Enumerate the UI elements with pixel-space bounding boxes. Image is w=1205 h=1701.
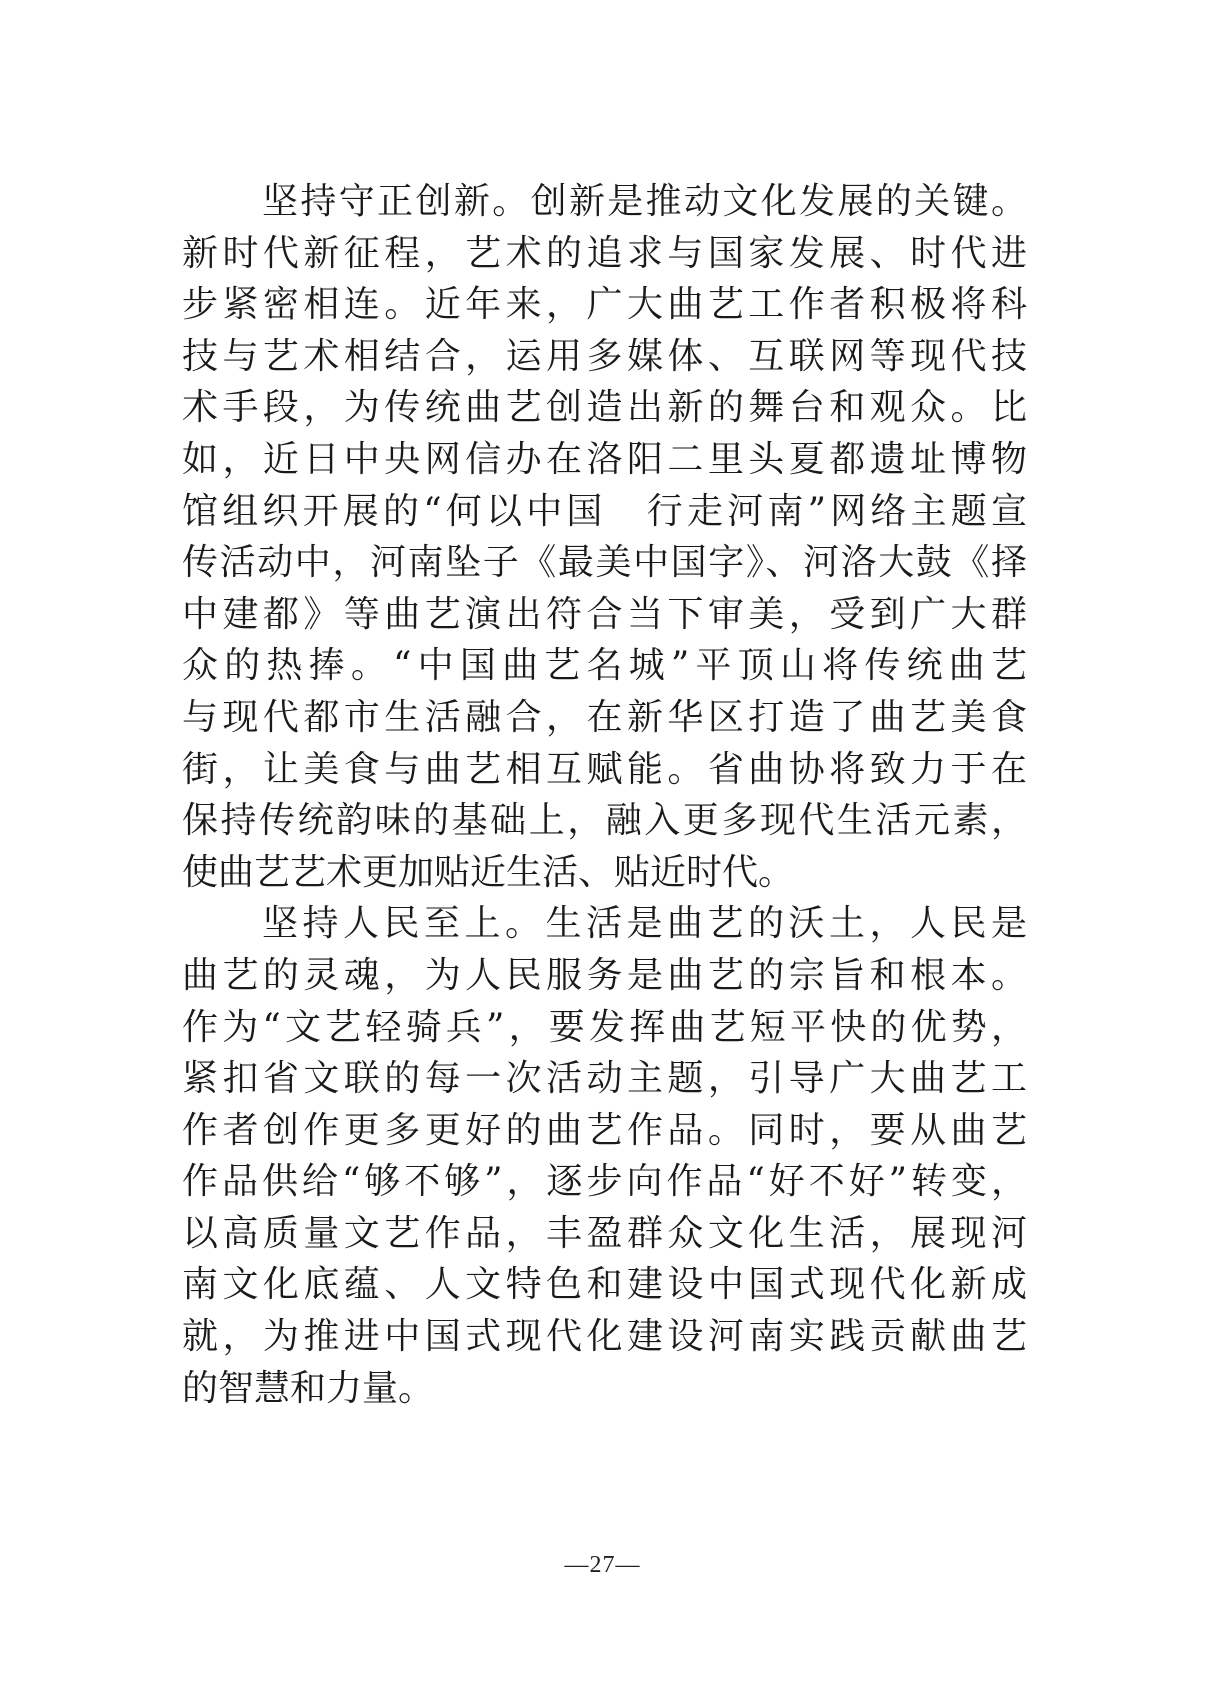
- text-line: 以高质量文艺作品，丰盈群众文化生活，展现河: [182, 1212, 1027, 1254]
- text-line: 街，让美食与曲艺相互赋能。省曲协将致力于在: [182, 748, 1027, 790]
- page-number: —27—: [564, 1552, 641, 1578]
- paragraph-innovation: [182, 176, 1027, 898]
- text-line: 紧扣省文联的每一次活动主题，引导广大曲艺工: [182, 1058, 1027, 1100]
- text-line: 使曲艺艺术更加贴近生活、贴近时代。: [182, 851, 795, 893]
- text-line: 步紧密相连。近年来，广大曲艺工作者积极将科: [182, 284, 1027, 326]
- text-line: 如，近日中央网信办在洛阳二里头夏都遗址博物: [182, 438, 1027, 480]
- text-line: 就，为推进中国式现代化建设河南实践贡献曲艺: [182, 1316, 1027, 1358]
- text-line: 术手段，为传统曲艺创造出新的舞台和观众。比: [182, 387, 1027, 429]
- body-text: [182, 176, 1027, 1414]
- text-line: 众的热捧。“中国曲艺名城”平顶山将传统曲艺: [182, 645, 1027, 687]
- text-line: 作品供给“够不够”，逐步向作品“好不好”转变，: [182, 1161, 1027, 1203]
- text-line: 中建都》等曲艺演出符合当下审美，受到广大群: [182, 593, 1027, 635]
- text-line: 技与艺术相结合，运用多媒体、互联网等现代技: [182, 335, 1027, 377]
- text-line: 新时代新征程，艺术的追求与国家发展、时代进: [182, 232, 1027, 274]
- text-line: 坚持人民至上。生活是曲艺的沃土，人民是: [262, 903, 1027, 945]
- text-line: 与现代都市生活融合，在新华区打造了曲艺美食: [182, 696, 1027, 738]
- text-line: 作者创作更多更好的曲艺作品。同时，要从曲艺: [182, 1109, 1027, 1151]
- text-line: 传活动中，河南坠子《最美中国字》、河洛大鼓《择: [182, 542, 1027, 584]
- text-line: 保持传统韵味的基础上，融入更多现代生活元素，: [182, 800, 1027, 842]
- text-line: 的智慧和力量。: [182, 1367, 435, 1409]
- text-line: 馆组织开展的“何以中国 行走河南”网络主题宣: [182, 490, 1027, 532]
- text-line: 作为“文艺轻骑兵”，要发挥曲艺短平快的优势，: [182, 1006, 1027, 1048]
- text-line: 坚持守正创新。创新是推动文化发展的关键。: [262, 181, 1027, 222]
- text-line: 南文化底蕴、人文特色和建设中国式现代化新成: [182, 1264, 1027, 1306]
- paragraph-people-first: [182, 898, 1027, 1414]
- text-line: 曲艺的灵魂，为人民服务是曲艺的宗旨和根本。: [182, 954, 1027, 996]
